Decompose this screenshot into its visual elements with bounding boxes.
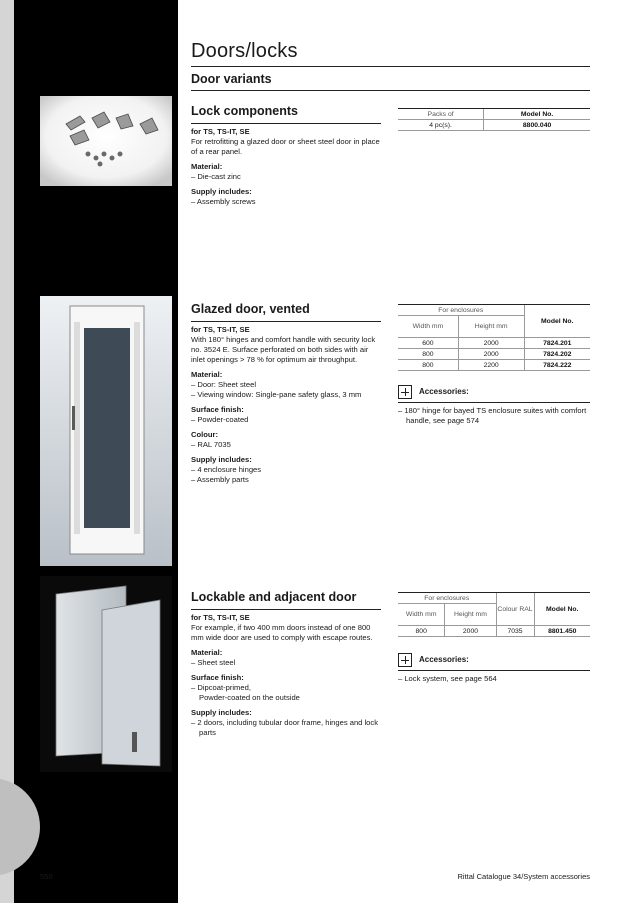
section-heading: Material: [191,370,223,379]
lockable-door-photo [40,576,172,772]
table-row [398,338,590,349]
table-header: Packs of [398,109,484,120]
section-item: – Sheet steel [191,658,236,667]
page-number: 550 [40,872,53,881]
lock-components-photo [40,96,172,186]
product-title-rule [191,321,381,322]
table-header: Height mm [445,604,496,626]
catalogue-footer: Rittal Catalogue 34/System accessories [457,872,590,881]
section-title: Door variants [191,72,272,86]
spec-table-lock-components [398,108,590,131]
section-item: – Viewing window: Single-pane safety glass, 3 mm [191,390,362,399]
table-header: Model No. [524,305,590,338]
accessories-glazed-door [398,384,590,426]
section-heading: Supply includes: [191,187,252,196]
section-heading: Material: [191,162,223,171]
accessories-lockable-door [398,652,590,684]
table-cell: 800 [398,349,458,360]
table-cell: 600 [398,338,458,349]
product-title: Lock components [191,104,298,118]
product-title: Glazed door, vented [191,302,310,316]
table-row [398,360,590,371]
product-description: For example, if two 400 mm doors instead of one 800 mm wide door are used to comply with escape routes. [191,623,373,642]
glazed-door-photo [40,296,172,566]
section-heading: Material: [191,648,223,657]
page-tab-circle [0,778,40,876]
table-header: Colour RAL [496,593,534,626]
table-cell: 8800.040 [484,120,590,131]
plus-icon [398,385,412,399]
title-rule [191,66,590,67]
left-gray-bar [0,0,14,903]
accessories-label: Accessories: [419,387,469,396]
table-cell: 800 [398,626,445,637]
table-header: Height mm [458,316,524,338]
product-compat: for TS, TS-IT, SE [191,613,250,622]
table-group-header: For enclosures [398,593,496,604]
section-item: – Door: Sheet steel [191,380,257,389]
table-header: Model No. [484,109,590,120]
accessories-label: Accessories: [419,655,469,664]
section-heading: Colour: [191,430,218,439]
accessories-rule [398,402,590,403]
table-row [398,120,590,131]
section-heading: Supply includes: [191,455,252,464]
product-lockable-door [191,590,381,738]
table-cell: 800 [398,360,458,371]
table-header: Width mm [398,604,445,626]
section-item: – 2 doors, including tubular door frame, hinges and lock parts [191,718,379,737]
section-item: – Powder-coated [191,415,249,424]
section-heading: Surface finish: [191,405,244,414]
spec-table-glazed-door [398,304,590,371]
section-item: – Dipcoat-primed, [191,683,251,692]
page-title: Doors/locks [191,40,298,62]
product-glazed-door [191,302,381,485]
accessory-item: – Lock system, see page 564 [398,674,497,683]
product-description: For retrofitting a glazed door or sheet steel door in place of a rear panel. [191,137,380,156]
table-group-header: For enclosures [398,305,524,316]
table-row [398,349,590,360]
section-item: – Die-cast zinc [191,172,241,181]
section-item: – RAL 7035 [191,440,231,449]
accessory-item: – 180° hinge for bayed TS enclosure suites with comfort handle, see page 574 [398,406,587,425]
table-cell: 2200 [458,360,524,371]
table-cell: 2000 [445,626,496,637]
product-title: Lockable and adjacent door [191,590,357,604]
table-cell: 4 pc(s). [398,120,484,131]
section-heading: Surface finish: [191,673,244,682]
section-item: – 4 enclosure hinges [191,465,262,474]
section-heading: Supply includes: [191,708,252,717]
table-cell: 2000 [458,338,524,349]
product-compat: for TS, TS-IT, SE [191,325,250,334]
product-compat: for TS, TS-IT, SE [191,127,250,136]
section-item: Powder-coated on the outside [199,693,300,702]
product-title-rule [191,609,381,610]
table-cell: 7035 [496,626,534,637]
table-cell: 7824.222 [524,360,590,371]
product-lock-components [191,104,381,207]
plus-icon [398,653,412,667]
table-header: Width mm [398,316,458,338]
table-cell: 7824.201 [524,338,590,349]
product-description: With 180° hinges and comfort handle with security lock no. 3524 E. Surface perforated on both sides with air inlet openings > 78 % for optimum air throughput. [191,335,376,364]
table-cell: 8801.450 [534,626,590,637]
spec-table-lockable-door [398,592,590,637]
table-cell: 2000 [458,349,524,360]
section-item: – Assembly screws [191,197,256,206]
table-cell: 7824.202 [524,349,590,360]
product-title-rule [191,123,381,124]
section-item: – Assembly parts [191,475,249,484]
table-header: Model No. [534,593,590,626]
table-row [398,626,590,637]
accessories-rule [398,670,590,671]
section-rule [191,90,590,91]
